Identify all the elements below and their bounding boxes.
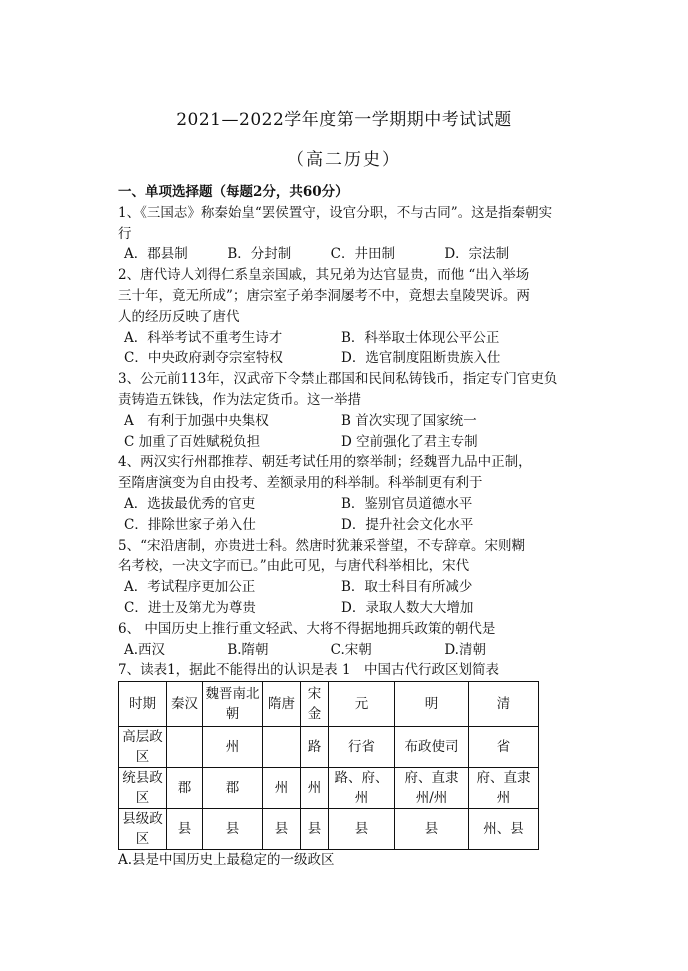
- option-a[interactable]: A．选拔最优秀的官吏: [124, 495, 256, 512]
- option-d[interactable]: D 空前强化了君主专制: [341, 433, 478, 450]
- option-d[interactable]: D．选官制度阻断贵族入仕: [341, 350, 501, 367]
- question-3: [118, 369, 558, 452]
- option-a[interactable]: A 有利于加强中央集权: [124, 412, 269, 429]
- option-c[interactable]: C 加重了百姓赋税负担: [124, 433, 261, 450]
- question-3-line-1: 3、公元前113年，汉武帝下令禁止郡国和民间私铸钱币，指定专门官吏负: [118, 371, 558, 388]
- question-3-line-2: 责铸造五铢钱，作为法定货币。这一举措: [118, 391, 361, 408]
- table-cell: 高层政区: [119, 727, 167, 768]
- option-a[interactable]: A.西汉: [124, 641, 166, 658]
- question-5: [118, 536, 558, 619]
- table-header-cell: 清: [469, 682, 539, 727]
- option-c[interactable]: C.宋朝: [330, 641, 372, 658]
- option-c[interactable]: C．进士及第尤为尊贵: [124, 599, 256, 616]
- table-cell: 县: [329, 809, 395, 850]
- option-d[interactable]: D．录取人数大大增加: [341, 599, 474, 616]
- exam-title: 2021—2022学年度第一学期期中考试试题: [176, 110, 512, 130]
- option-a[interactable]: A．郡县制: [124, 246, 188, 263]
- admin-division-table: [118, 681, 539, 850]
- table-cell: [167, 727, 203, 768]
- table-cell: 县: [203, 809, 263, 850]
- question-1-line-1: 1、《三国志》称秦始皇“罢侯置守，设官分职，不与古同”。这是指秦朝实: [118, 204, 553, 221]
- exam-subtitle: （高二历史）: [287, 150, 401, 170]
- table-cell: [263, 727, 301, 768]
- table-cell: 县级政区: [119, 809, 167, 850]
- option-d[interactable]: D．提升社会文化水平: [341, 516, 474, 533]
- table-header-cell: 元: [329, 682, 395, 727]
- question-2-options-row-1: [118, 328, 558, 349]
- question-7: [118, 660, 558, 871]
- option-c[interactable]: C．中央政府剥夺宗室特权: [124, 350, 283, 367]
- option-c[interactable]: C．排除世家子弟入仕: [124, 516, 256, 533]
- table-cell: 县: [167, 809, 203, 850]
- question-4-options-row-1: [118, 494, 558, 515]
- question-6-line-1: 6、 中国历史上推行重文轻武、大将不得据地拥兵政策的朝代是: [118, 620, 496, 637]
- table-cell: 郡: [167, 768, 203, 809]
- table-cell: 县: [395, 809, 469, 850]
- table-cell: 州、县: [469, 809, 539, 850]
- option-b[interactable]: B．鉴别官员道德水平: [341, 495, 473, 512]
- option-c[interactable]: C．井田制: [330, 246, 395, 263]
- table-cell: 府、直隶州: [469, 768, 539, 809]
- option-b[interactable]: B．分封制: [227, 246, 292, 263]
- table-row: [119, 727, 539, 768]
- question-2: [118, 265, 558, 369]
- question-1-line-2: 行: [118, 225, 132, 242]
- question-5-options-row-1: [118, 577, 558, 598]
- question-4-line-1: 4、两汉实行州郡推荐、朝廷考试任用的察举制；经魏晋九品中正制，: [118, 454, 532, 471]
- question-5-options-row-2: [118, 598, 558, 619]
- question-2-line-3: 人的经历反映了唐代: [118, 308, 240, 325]
- table-cell: 统县政区: [119, 768, 167, 809]
- question-5-line-2: 名考校，一决文字而已。”由此可见，与唐代科举相比，宋代: [118, 558, 470, 575]
- option-b[interactable]: B 首次实现了国家统一: [341, 412, 477, 429]
- question-1-options: [118, 244, 558, 265]
- table-header-cell: 秦汉: [167, 682, 203, 727]
- table-cell: 路、府、州: [329, 768, 395, 809]
- question-3-options-row-2: [118, 432, 558, 453]
- question-4: [118, 452, 558, 535]
- table-cell: 布政使司: [395, 727, 469, 768]
- question-4-line-2: 至隋唐演变为自由投考、差额录用的科举制。科举制更有利于: [118, 475, 483, 492]
- section-heading: 一、单项选择题（每题2分，共60分）: [118, 184, 349, 200]
- question-4-options-row-2: [118, 515, 558, 536]
- question-2-line-2: 三十年，竟无所成”；唐宗室子弟李洞屡考不中，竟想去皇陵哭诉。两: [118, 287, 530, 304]
- table-row: [119, 809, 539, 850]
- table-cell: 县: [301, 809, 329, 850]
- table-row: [119, 768, 539, 809]
- table-cell: 省: [469, 727, 539, 768]
- table-cell: 州: [203, 727, 263, 768]
- table-cell: 府、直隶州/州: [395, 768, 469, 809]
- option-d[interactable]: D．宗法制: [444, 246, 510, 263]
- question-5-line-1: 5、“宋沿唐制，亦贵进士科。然唐时犹兼采誉望，不专辞章。宋则糊: [118, 537, 525, 554]
- table-header-cell: 宋金: [301, 682, 329, 727]
- option-a[interactable]: A．科举考试不重考生诗才: [124, 329, 283, 346]
- question-2-options-row-2: [118, 348, 558, 369]
- question-7-line-1: 7、读表1，据此不能得出的认识是表 1 中国古代行政区划简表: [118, 662, 500, 679]
- table-cell: 县: [263, 809, 301, 850]
- option-d[interactable]: D.清朝: [444, 641, 486, 658]
- question-7-option-a[interactable]: A.县是中国历史上最稳定的一级政区: [118, 852, 335, 869]
- exam-content: [118, 182, 558, 871]
- question-2-line-1: 2、唐代诗人刘得仁系皇亲国戚，其兄弟为达官显贵，而他 “出入举场: [118, 267, 530, 284]
- question-1: [118, 203, 558, 265]
- question-6-options: [118, 640, 558, 661]
- table-header-cell: 魏晋南北朝: [203, 682, 263, 727]
- table-cell: 路: [301, 727, 329, 768]
- table-cell: 行省: [329, 727, 395, 768]
- table-cell: 州: [263, 768, 301, 809]
- table-cell: 州: [301, 768, 329, 809]
- table-cell: 郡: [203, 768, 263, 809]
- option-a[interactable]: A．考试程序更加公正: [124, 579, 256, 596]
- option-b[interactable]: B．科举取士体现公平公正: [341, 329, 500, 346]
- table-header-cell: 隋唐: [263, 682, 301, 727]
- option-b[interactable]: B.隋朝: [227, 641, 269, 658]
- question-3-options-row-1: [118, 411, 558, 432]
- table-header-cell: 明: [395, 682, 469, 727]
- table-header-cell: 时期: [119, 682, 167, 727]
- question-6: [118, 619, 558, 661]
- option-b[interactable]: B．取士科目有所减少: [341, 579, 473, 596]
- table-header-row: [119, 682, 539, 727]
